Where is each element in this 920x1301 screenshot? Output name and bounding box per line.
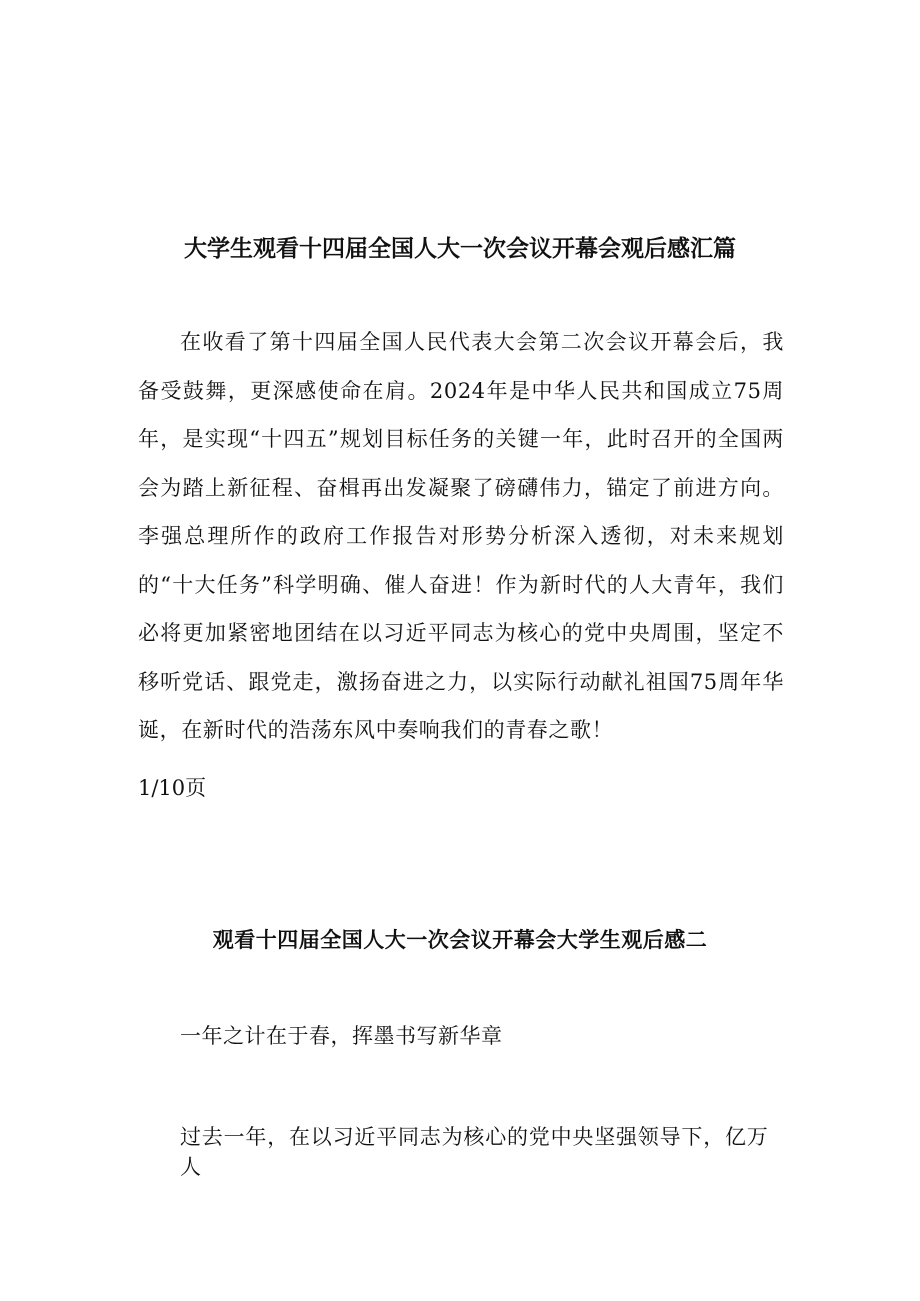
document-title: 大学生观看十四届全国人大一次会议开幕会观后感汇篇 [184,236,736,262]
section-subheading: 一年之计在于春，挥墨书写新华章 [180,1024,503,1048]
body-paragraph: 在收看了第十四届全国人民代表大会第二次会议开幕会后，我备受鼓舞，更深感使命在肩。2024年是中华人民共和国成立75周年，是实现“十四五”规划目标任务的关键一年，此时召开的全国两会为踏上新征程、奋楫再出发凝聚了磅礴伟力，锚定了前进方向。李强总理所作的政府工作报告对形势分析深入透彻，对未来规划的“十大任务”科学明确、催人奋进！作为新时代的人大青年，我们必将更加紧密地团结在以习近平同志为核心的党中央周围，坚定不移听党话、跟党走，激扬奋进之力，以实际行动献礼祖国75周年华诞，在新时代的浩荡东风中奏响我们的青春之歌！ [138,330,784,742]
page-number: 1/10页 [138,776,207,800]
section-body-paragraph: 过去一年，在以习近平同志为核心的党中央坚强领导下，亿万人 [180,1125,769,1179]
section-title: 观看十四届全国人大一次会议开幕会大学生观后感二 [212,927,708,952]
